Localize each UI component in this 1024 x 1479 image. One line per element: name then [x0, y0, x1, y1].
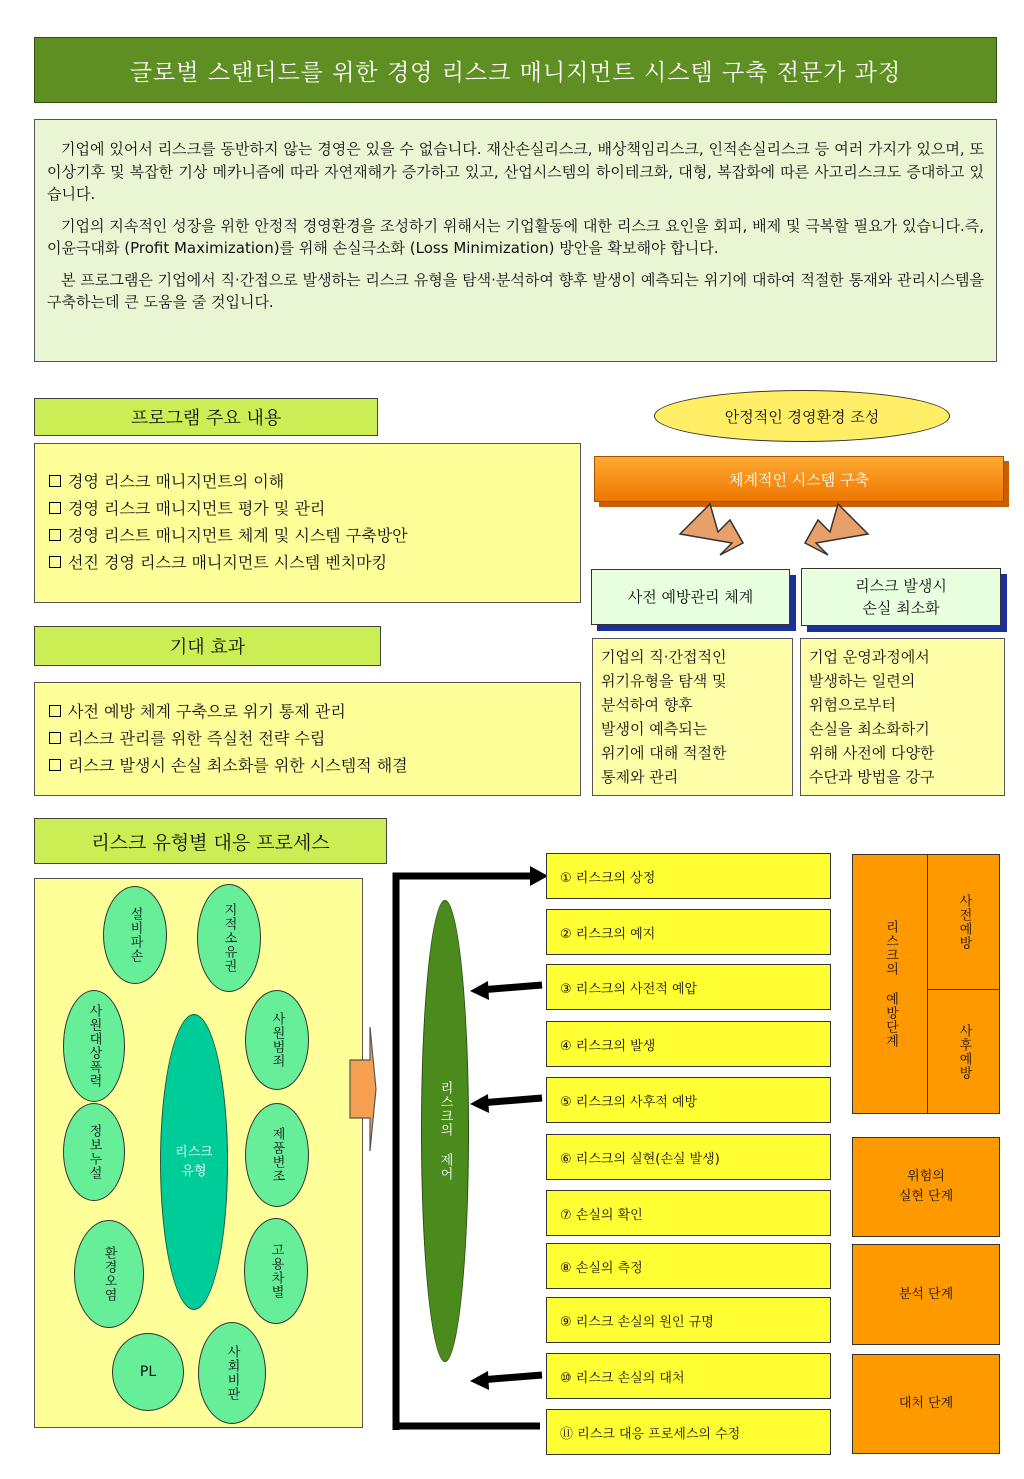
- system-bar: 체계적인 시스템 구축: [594, 456, 1004, 502]
- checkbox-icon: [49, 502, 61, 514]
- risk-type-facility-damage: 설비파손: [103, 886, 167, 984]
- list-item: 경영 리스트 매니지먼트 체계 및 시스템 구축방안: [49, 522, 580, 549]
- intro-box: [34, 119, 997, 362]
- risk-type-social-criticism: 사회비판: [198, 1322, 266, 1424]
- list-item: 경영 리스크 매니지먼트의 이해: [49, 468, 580, 495]
- analysis-stage: 분석 단계: [852, 1244, 1000, 1345]
- arrow-up-right-icon: [680, 504, 743, 555]
- post-prevention-stage: 사후예방: [927, 989, 1000, 1114]
- risk-type-ip: 지적소유권: [197, 884, 261, 992]
- process-step-11: ⑪ 리스크 대응 프로세스의 수정: [546, 1409, 831, 1455]
- process-step-2: ② 리스크의 예지: [546, 909, 831, 955]
- list-item: 선진 경영 리스크 매니지먼트 시스템 벤치마킹: [49, 549, 580, 576]
- risk-type-employee-violence: 사원대상폭력: [63, 990, 125, 1102]
- process-step-10: ⑩ 리스크 손실의 대처: [546, 1353, 831, 1399]
- right-arrow-icon: [348, 1025, 378, 1153]
- list-item: 리스크 관리를 위한 즉실천 전략 수립: [49, 725, 580, 752]
- checkbox-icon: [49, 732, 61, 744]
- checkbox-icon: [49, 556, 61, 568]
- intro-paragraph-1: 기업에 있어서 리스크를 동반하지 않는 경영은 있을 수 없습니다. 재산손실리스크, 배상책임리스크, 인적손실리스크 등 여러 가지가 있으며, 또 이상기후 및 복잡한 기상 메카니즘에 따라 자연재해가 증가하고 있고, 산업시스템의 하이테크화, 대형, 복잡화에 따른 사고리스크도 증대하고 있습니다.: [47, 140, 984, 203]
- response-stage: 대처 단계: [852, 1354, 1000, 1454]
- prevention-stage: 리스크의 예방단계: [852, 854, 928, 1114]
- program-box: [34, 443, 581, 603]
- process-step-7: ⑦ 손실의 확인: [546, 1190, 831, 1236]
- arrow-up-left-icon: [805, 504, 868, 555]
- realization-stage: 위험의 실현 단계: [852, 1137, 1000, 1237]
- risk-type-pollution: 환경오염: [74, 1220, 144, 1328]
- risk-type-pl: PL: [112, 1333, 184, 1411]
- program-heading: 프로그램 주요 내용: [34, 398, 378, 436]
- prevention-system-box: 사전 예방관리 체계: [591, 569, 790, 625]
- risk-control-ellipse: 리스크의 제어: [421, 900, 469, 1362]
- checkbox-icon: [49, 759, 61, 771]
- page-title: 글로벌 스탠더드를 위한 경영 리스크 매니지먼트 시스템 구축 전문가 과정: [34, 37, 997, 103]
- effects-list: [49, 698, 580, 779]
- checkbox-icon: [49, 705, 61, 717]
- pre-prevention-stage: 사전예방: [927, 854, 1000, 990]
- list-item: 사전 예방 체계 구축으로 위기 통제 관리: [49, 698, 580, 725]
- intro-paragraph-2: 기업의 지속적인 성장을 위한 안정적 경영환경을 조성하기 위해서는 기업활동에 대한 리스크 요인을 회피, 배제 및 극복할 필요가 있습니다.즉, 이윤극대화 (Profit Maximization)를 위해 손실극소화 (Loss Minimization) 방안을 확보해야 합니다.: [47, 216, 984, 257]
- effects-heading: 기대 효과: [34, 626, 381, 666]
- program-list: [49, 468, 580, 576]
- risk-type-product-tamper: 제품변조: [245, 1103, 309, 1207]
- risk-type-employment-discrimination: 고용차별: [244, 1218, 308, 1324]
- risk-type-info-leak: 정보누설: [63, 1103, 125, 1201]
- process-heading: 리스크 유형별 대응 프로세스: [34, 818, 387, 864]
- process-step-4: ④ 리스크의 발생: [546, 1021, 831, 1067]
- process-step-3: ③ 리스크의 사전적 예압: [546, 964, 831, 1010]
- risk-type-employee-crime: 사원범죄: [245, 990, 309, 1090]
- checkbox-icon: [49, 475, 61, 487]
- loss-minimize-description: 기업 운영과정에서 발생하는 일련의 위험으로부터 손실을 최소화하기 위해 사전에 다양한 수단과 방법을 강구: [800, 638, 1005, 796]
- list-item: 리스크 발생시 손실 최소화를 위한 시스템적 해결: [49, 752, 580, 779]
- process-step-8: ⑧ 손실의 측정: [546, 1243, 831, 1289]
- risk-type-center: 리스크 유형: [160, 1014, 228, 1310]
- list-item: 경영 리스크 매니지먼트 평가 및 관리: [49, 495, 580, 522]
- process-connectors: [390, 852, 550, 1442]
- prevention-description: 기업의 직·간접적인 위기유형을 탐색 및 분석하여 향후 발생이 예측되는 위기에 대해 적절한 통제와 관리: [592, 638, 793, 796]
- process-step-1: ① 리스크의 상정: [546, 853, 831, 899]
- process-step-9: ⑨ 리스크 손실의 원인 규명: [546, 1297, 831, 1343]
- process-step-6: ⑥ 리스크의 실현(손실 발생): [546, 1134, 831, 1180]
- checkbox-icon: [49, 529, 61, 541]
- effects-box: [34, 682, 581, 796]
- goal-oval: 안정적인 경영환경 조성: [654, 390, 950, 442]
- process-step-5: ⑤ 리스크의 사후적 예방: [546, 1077, 831, 1123]
- up-arrows-icon: [670, 500, 890, 570]
- loss-minimize-box: 리스크 발생시 손실 최소화: [801, 568, 1001, 626]
- intro-paragraph-3: 본 프로그램은 기업에서 직·간접으로 발생하는 리스크 유형을 탐색·분석하여 향후 발생이 예측되는 위기에 대하여 적절한 통재와 관리시스템을 구축하는데 큰 도움을 줄 것입니다.: [47, 270, 984, 311]
